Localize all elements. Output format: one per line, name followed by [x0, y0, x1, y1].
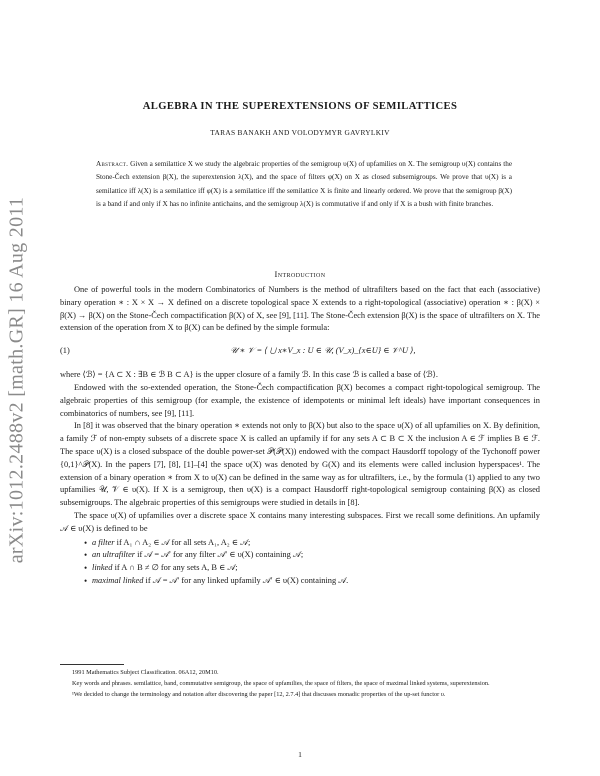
paragraph: In [8] it was observed that the binary operation ∗ extends not only to β(X) but also to the space υ(X) of all upfamilies on X. By definition, a family ℱ of non-empty subsets of a discrete space X is called an upfamily if for any sets A ⊂ B ⊂ X the inclusion A ∈ ℱ implies B ∈ ℱ. The space υ(X) is a closed subspace of the double power-set 𝒫(𝒫(X)) endowed with the compact Hausdorff topology of the Tychonoff power {0,1}^𝒫(X). In the papers [7], [8], [1]–[4] the space υ(X) was denoted by G(X) and its elements were called inclusion hyperspaces¹. The extension of a binary operation ∗ from X to υ(X) can be defined in the same way as for ultrafilters, i.e., by the formula (1) applied to any two upfamilies 𝒰, 𝒱 ∈ υ(X). If X is a semigroup, then υ(X) is a compact Hausdorff right-topological semigroup containing β(X) as closed subsemigroups. The algebraic properties of this semigroups were studied in details in [8]. — [60, 421, 540, 508]
list-text: if A ∩ B ≠ ∅ for any sets A, B ∈ 𝒜; — [112, 563, 238, 573]
abstract — [96, 158, 512, 211]
bullet-icon: • — [84, 550, 88, 561]
bullet-icon: • — [84, 537, 88, 548]
list-text: if 𝒜 = 𝒜′ for any linked upfamily 𝒜′ ∈ υ(X) containing 𝒜. — [143, 575, 349, 585]
paragraph: One of powerful tools in the modern Combinatorics of Numbers is the method of ultrafilters based on the fact that each (associative) binary operation ∗ : X × X → X defined on a discrete topological space X extends to a right-topological (associative) operation ∗ : β(X) × β(X) → β(X) on the Stone-Čech compactification β(X) of X, see [9], [11]. The Stone-Čech extension β(X) is the space of ultrafilters on X. The extension of the operation from X to β(X) can be defined by the simple formula: — [60, 285, 540, 333]
paper-title: ALGEBRA IN THE SUPEREXTENSIONS OF SEMILATTICES — [142, 101, 458, 112]
paragraph: The space υ(X) of upfamilies over a discrete space X contains many interesting subspaces. First we recall some definitions. An upfamily 𝒜 ∈ υ(X) is defined to be — [60, 510, 540, 533]
footnotes — [60, 667, 540, 701]
abstract-label: Abstract. — [96, 160, 129, 168]
list-term: a filter — [92, 537, 115, 547]
abstract-text: Given a semilattice X we study the algebraic properties of the semigroup υ(X) of upfamilies on X. The semigroup υ(X) contains the Stone-Čech extension β(X), the superextension λ(X), and the space of filters φ(X) on X as closed subsemigroups. We prove that υ(X) is a semilattice iff λ(X) is a semilattice iff φ(X) is a semilattice iff the semilattice X is finite and linearly ordered. We prove that the semigroup β(X) is a band if and only if X has no infinite antichains, and the semigroup λ(X) is commutative if and only if X is a bush with finite branches. — [96, 160, 513, 208]
list-term: maximal linked — [92, 575, 144, 585]
paragraph: where ⟨ℬ⟩ = {A ⊂ X : ∃B ∈ ℬ B ⊂ A} is the upper closure of a family ℬ. In this case ℬ is called a base of ⟨ℬ⟩. — [60, 370, 438, 380]
footnote-1: ¹We decided to change the terminology and notation after discovering the paper [12, 2.7.4] that discusses monadic properties of the up-set functor υ. — [72, 691, 446, 699]
section-title: Introduction — [274, 269, 326, 279]
list-item — [60, 549, 540, 562]
equation-1 — [60, 336, 540, 366]
arxiv-stamp — [2, 150, 32, 610]
list-text: if 𝒜 = 𝒜′ for any filter 𝒜′ ∈ υ(X) containing 𝒜; — [135, 550, 304, 560]
list-term: an ultrafilter — [92, 550, 136, 560]
footnote-keywords: Key words and phrases. semilattice, band, commutative semigroup, the space of upfamilies, the space of filters, the space of maximal linked systems, superextension. — [72, 680, 490, 688]
list-item — [60, 537, 540, 550]
list-item — [60, 562, 540, 575]
arxiv-id: arXiv:1012.2488v2 [math.GR] 16 Aug 2011 — [5, 196, 28, 564]
list-term: linked — [92, 563, 113, 573]
list-text: if A₁ ∩ A₂ ∈ 𝒜 for all sets A₁, A₂ ∈ 𝒜; — [114, 537, 251, 547]
paper-authors: TARAS BANAKH AND VOLODYMYR GAVRYLKIV — [210, 128, 390, 137]
list-item — [60, 575, 540, 588]
footnote-rule — [60, 664, 124, 665]
page-number: 1 — [298, 750, 302, 759]
bullet-icon: • — [84, 575, 88, 586]
definition-list — [60, 537, 540, 588]
equation-number: (1) — [60, 345, 70, 355]
footnote-msc: 1991 Mathematics Subject Classification. 06A12, 20M10. — [72, 669, 219, 676]
paragraph: Endowed with the so-extended operation, the Stone-Čech compactification β(X) becomes a compact right-topological semigroup. The algebraic properties of this semigroup (for example, the existence of idempotents or minimal left ideals) have important consequences in combinatorics of numbers, see [9], [11]. — [60, 382, 540, 418]
body-text — [60, 284, 540, 588]
bullet-icon: • — [84, 563, 88, 574]
equation-body: 𝒰 ∗ 𝒱 = ⟨ ⋃ x∗V_x : U ∈ 𝒰, (V_x)_{x∈U} ∈ 𝒱^U ⟩, — [230, 345, 416, 355]
